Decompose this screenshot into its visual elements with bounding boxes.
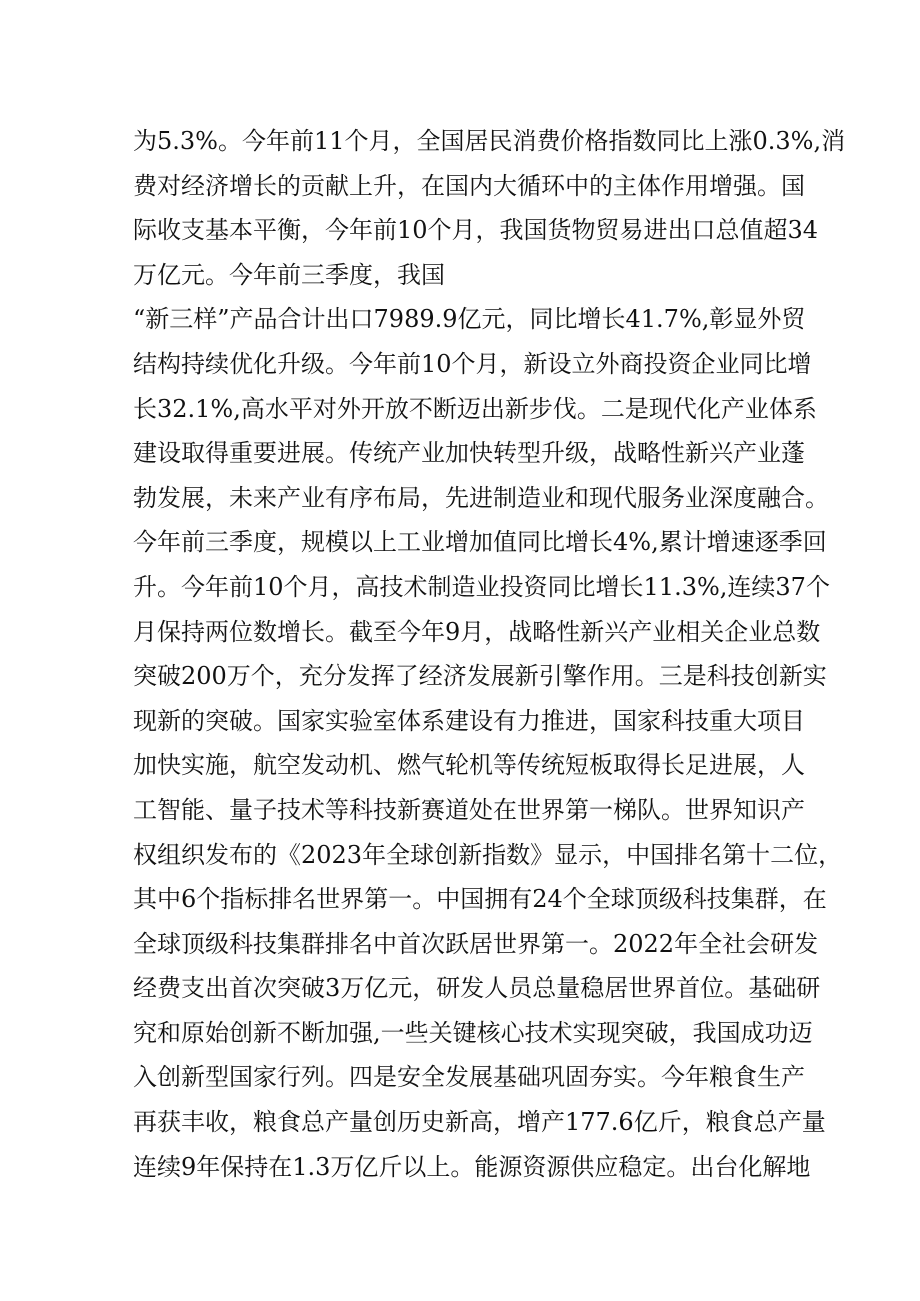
text-line-7: 长32.1%,高水平对外开放不断迈出新步伐。二是现代化产业体系 bbox=[133, 394, 817, 423]
text-line-16: 工智能、量子技术等科技新赛道处在世界第一梯队。世界知识产 bbox=[133, 795, 805, 824]
text-line-10: 今年前三季度，规模以上工业增加值同比增长4%,累计增速逐季回 bbox=[133, 528, 827, 557]
text-line-5: “新三样”产品合计出口7989.9亿元，同比增长41.7%,彰显外贸 bbox=[133, 305, 806, 334]
text-line-14: 现新的突破。国家实验室体系建设有力推进，国家科技重大项目 bbox=[133, 706, 805, 735]
text-line-20: 经费支出首次突破3万亿元，研发人员总量稳居世界首位。基础研 bbox=[133, 974, 821, 1003]
text-line-18: 其中6个指标排名世界第一。中国拥有24个全球顶级科技集群，在 bbox=[133, 885, 827, 914]
text-line-21: 究和原始创新不断加强,一些关键核心技术实现突破，我国成功迈 bbox=[133, 1018, 813, 1047]
text-line-15: 加快实施，航空发动机、燃气轮机等传统短板取得长足进展，人 bbox=[133, 751, 805, 780]
text-line-1: 为5.3%。今年前11个月，全国居民消费价格指数同比上涨0.3%,消 bbox=[133, 127, 846, 155]
text-line-17: 权组织发布的《2023年全球创新指数》显示，中国排名第十二位， bbox=[133, 840, 843, 869]
text-line-9: 勃发展，未来产业有序布局，先进制造业和现代服务业深度融合。 bbox=[133, 483, 829, 512]
text-line-3: 际收支基本平衡，今年前10个月，我国货物贸易进出口总值超34 bbox=[133, 216, 819, 245]
text-line-22: 入创新型国家行列。四是安全发展基础巩固夯实。今年粮食生产 bbox=[133, 1063, 805, 1092]
body-text bbox=[133, 119, 846, 1189]
text-line-12: 月保持两位数增长。截至今年9月，战略性新兴产业相关企业总数 bbox=[133, 617, 821, 646]
text-line-23: 再获丰收，粮食总产量创历史新高，增产177.6亿斤，粮食总产量 bbox=[133, 1108, 826, 1137]
text-line-13: 突破200万个，充分发挥了经济发展新引擎作用。三是科技创新实 bbox=[133, 662, 827, 691]
text-line-4: 万亿元。今年前三季度，我国 bbox=[133, 260, 445, 289]
text-line-8: 建设取得重要进展。传统产业加快转型升级，战略性新兴产业蓬 bbox=[133, 439, 805, 468]
text-line-2: 费对经济增长的贡献上升，在国内大循环中的主体作用增强。国 bbox=[133, 171, 805, 200]
text-line-6: 结构持续优化升级。今年前10个月，新设立外商投资企业同比增 bbox=[133, 349, 812, 378]
text-line-19: 全球顶级科技集群排名中首次跃居世界第一。2022年全社会研发 bbox=[133, 929, 819, 958]
text-line-11: 升。今年前10个月，高技术制造业投资同比增长11.3%,连续37个 bbox=[133, 572, 830, 601]
text-line-24: 连续9年保持在1.3万亿斤以上。能源资源供应稳定。出台化解地 bbox=[133, 1152, 811, 1181]
